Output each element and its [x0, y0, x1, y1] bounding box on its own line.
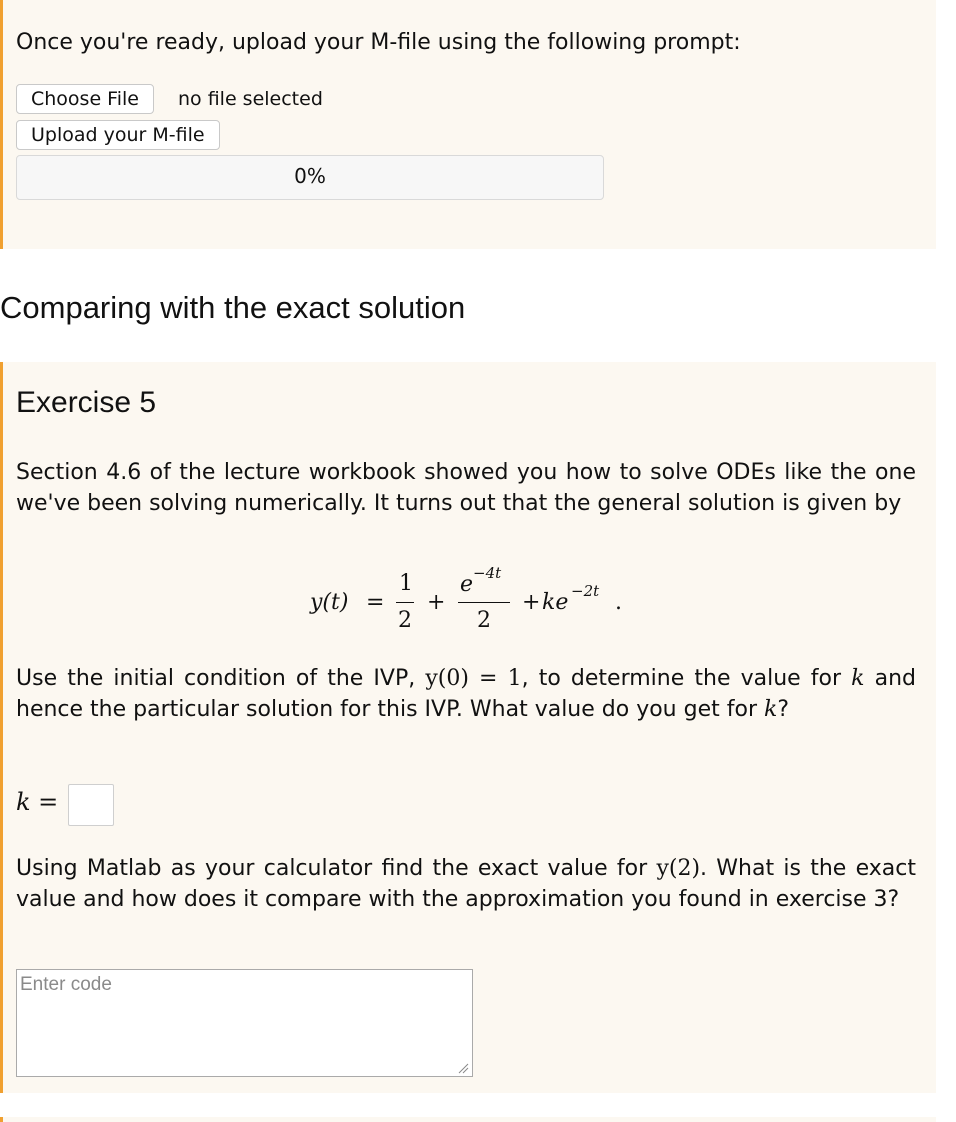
question-exact-value [16, 853, 916, 915]
q1-text-d: ? [777, 697, 790, 722]
eq-equals: = [366, 590, 385, 615]
eq-period: . [615, 590, 622, 615]
q1-var-k: k [851, 666, 865, 691]
q2-expr: y(2) [656, 856, 701, 881]
exercise-title: Exercise 5 [16, 386, 157, 419]
eq-plus1: + [427, 590, 446, 615]
exercise-intro: Section 4.6 of the lecture workbook showed you how to solve ODEs like the one we've been solving numerically. It turns out that the general solution is given by [16, 460, 916, 516]
general-solution-equation [310, 562, 640, 642]
eq-frac2-den: 2 [477, 608, 491, 633]
eq-frac2-bar [458, 602, 510, 603]
code-input[interactable] [16, 969, 473, 1077]
q1-var-k-2: k [763, 697, 778, 722]
progress-label: 0% [294, 164, 326, 188]
eq-lhs: y(t) [310, 590, 349, 615]
eq-plus2: + [522, 590, 541, 615]
k-answer-input[interactable] [68, 784, 114, 826]
eq-frac1-num: 1 [399, 571, 413, 596]
q1-text-a: Use the initial condition of the IVP, [16, 666, 426, 691]
resize-grip-icon[interactable] [457, 1062, 469, 1074]
choose-file-button[interactable]: Choose File [16, 84, 154, 114]
q2-text-a: Using Matlab as your calculator find the exact value for [16, 856, 657, 881]
q2-text-b: . What is the exact value and how does it compare with the approximation you found in exercise 3? [16, 856, 916, 912]
eq-frac1-bar [396, 602, 414, 603]
q1-text-b: , to determine the value for [521, 666, 852, 691]
question-find-k [16, 663, 916, 725]
eq-frac2-num-base: e [460, 572, 474, 597]
eq-frac1-den: 2 [398, 608, 412, 633]
upload-progress-bar [16, 155, 604, 200]
section-heading: Comparing with the exact solution [0, 290, 466, 325]
next-panel [0, 1117, 936, 1122]
eq-term3-exp: −2t [571, 582, 600, 600]
upload-mfile-button[interactable]: Upload your M-file [16, 120, 220, 150]
eq-frac2-num-exp: −4t [473, 564, 502, 582]
q1-text-c: and hence the particular solution for this IVP. What value do you get for [16, 666, 917, 722]
k-label: k = [16, 788, 59, 816]
q1-initial-condition: y(0) = 1 [425, 666, 522, 691]
upload-prompt: Once you're ready, upload your M-file using the following prompt: [16, 30, 741, 55]
file-status: no file selected [178, 88, 323, 110]
eq-term3-base: ke [542, 590, 569, 615]
